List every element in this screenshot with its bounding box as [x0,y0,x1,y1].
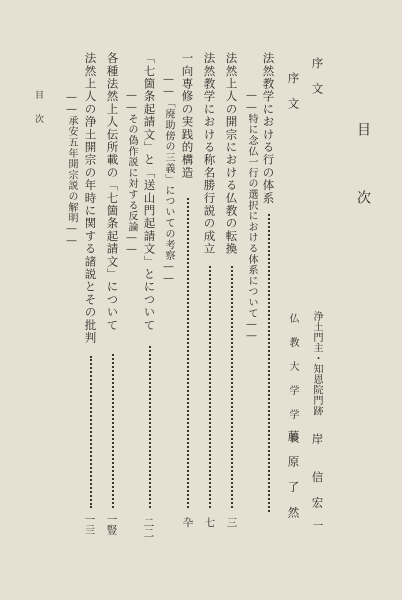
preface-1-affiliation: 浄土門主・知恩院門跡 [311,311,322,416]
dot-leader [90,356,92,508]
dot-leader [112,354,114,508]
toc-entry-1-title: 法然教学における行の体系 [261,52,276,205]
toc-entry-4-page: 卆 [181,517,194,528]
dot-leader [187,198,189,508]
toc-entry-5-title: 「七箇条起請文」と「送山門起請文」とについて [142,52,157,332]
preface-2-label: 序 文 [286,72,301,111]
toc-entry-2-title: 法然上人の開宗における仏教の転換 [224,52,239,256]
dot-leader [209,266,211,508]
toc-title: 目 次 [355,122,371,224]
dot-leader [231,266,233,508]
toc-entry-3-title: 法然教学における称名勝行説の成立 [202,52,217,256]
toc-entry-5-page: 二二 [142,517,155,538]
page-footer: 目 次 [33,90,43,126]
preface-2-author: 藤 原 了 然 [286,430,301,519]
toc-entry-7-page: 一亖 [83,514,96,535]
toc-entry-7-subtitle: ――承安五年開宗説の解明―― [66,92,77,248]
toc-entry-2-page: 三 [225,517,238,528]
toc-entry-1-subtitle: ――特に念仏一行の選択における体系について―― [246,90,257,343]
toc-entry-6-title: 各種法然上人伝所載の「七箇条起請文」について [105,52,120,332]
preface-1-page: 一 [311,520,324,531]
toc-entry-6-page: 一豎 [105,514,118,535]
preface-2-affiliation: 仏 教 大 学 学 長 [287,313,298,445]
preface-1-author: 岸 信 宏 [310,433,325,510]
toc-entry-4-title: 一向専修の実践的構造 [180,52,195,179]
toc-entry-7-title: 法然上人の浄土開宗の年時に関する諸説とその批判 [83,52,98,345]
preface-1-label: 序 文 [310,57,325,96]
toc-entry-3-page: 七 [203,517,216,528]
toc-entry-5-subtitle: ――その偽作説に対する反論―― [126,90,137,256]
dot-leader [268,214,270,512]
dot-leader [149,346,151,508]
toc-entry-4-subtitle: ――「廃助傍の三義」についての考察―― [163,74,174,286]
